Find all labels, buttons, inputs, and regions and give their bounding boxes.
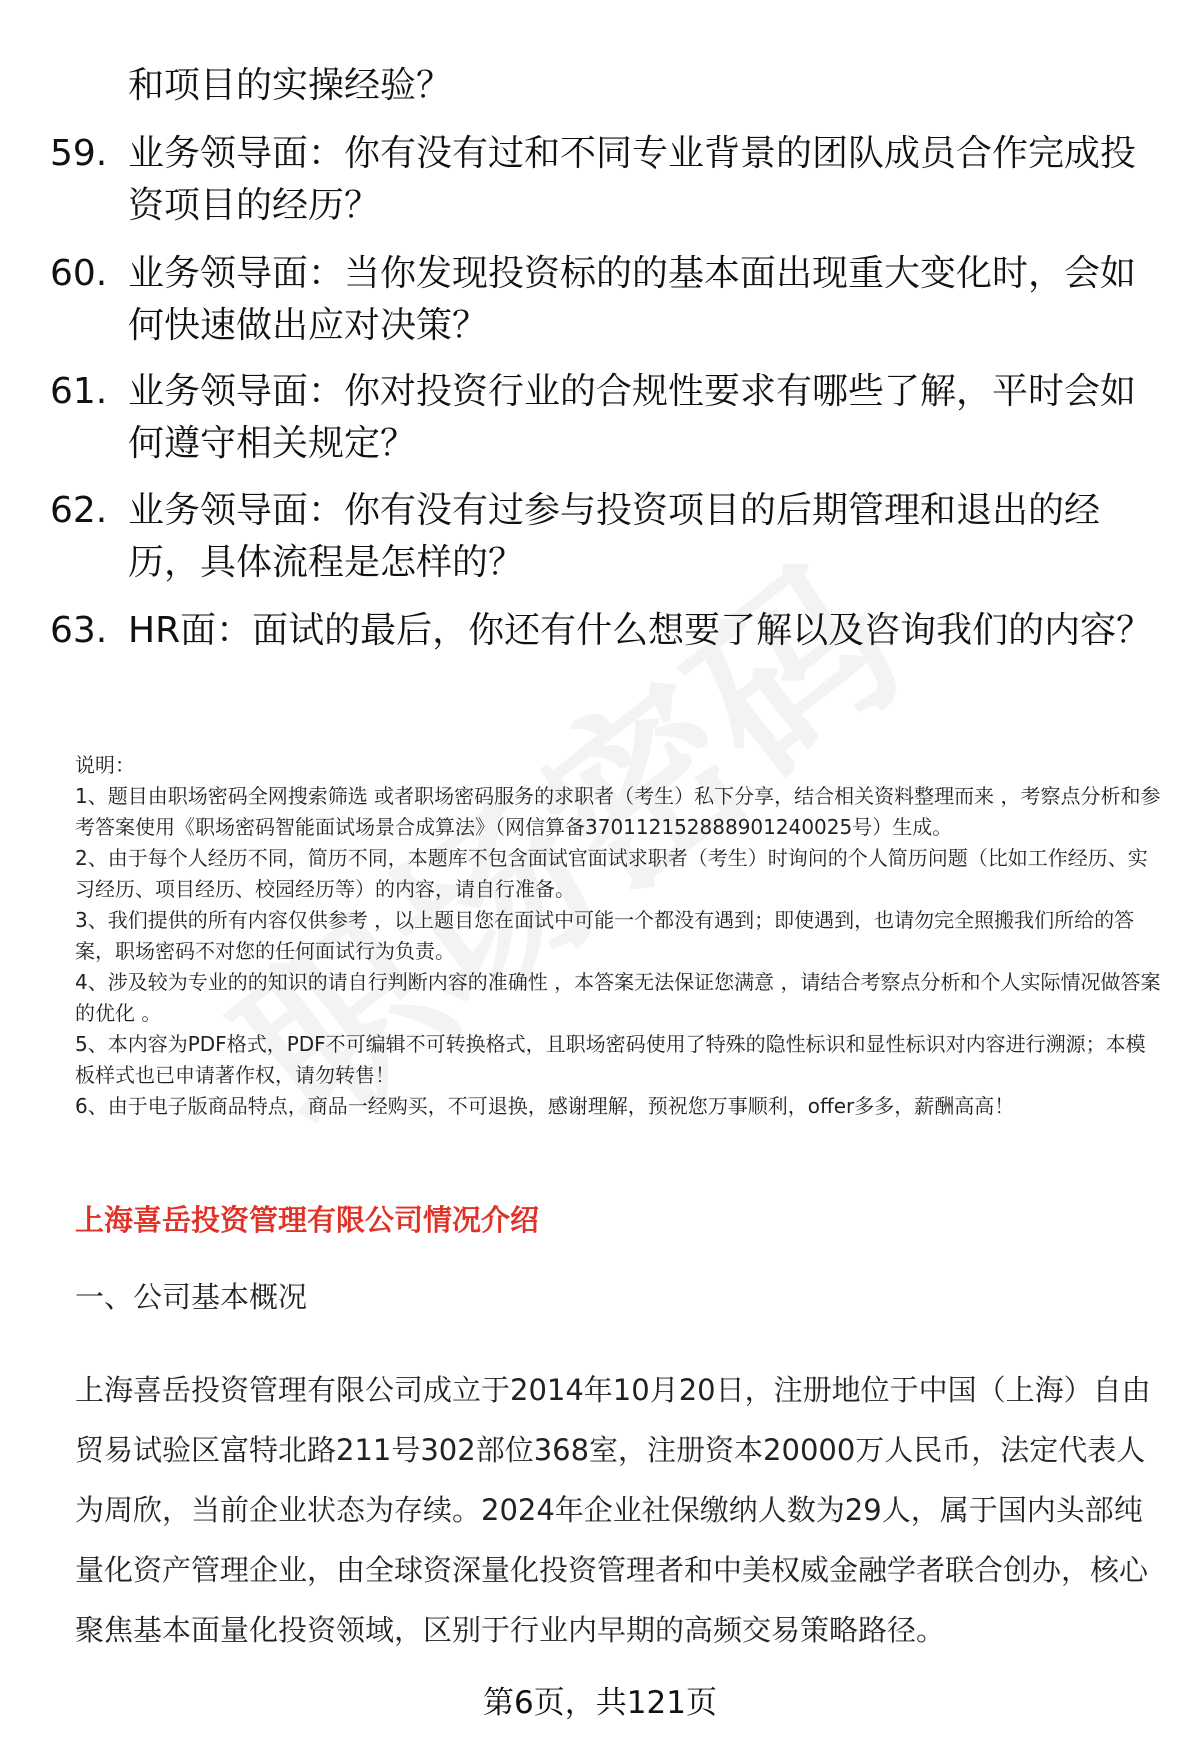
question-text: HR面：面试的最后，你还有什么想要了解以及咨询我们的内容？ [128, 610, 1153, 651]
section-heading: 一、公司基本概况 [75, 1280, 308, 1314]
note-item: 4、涉及较为专业的的知识的请自行判断内容的准确性 ，本答案无法保证您满意 ，请结合考察点分析和个人实际情况做答案的优化 。 [75, 970, 1161, 1025]
note-item: 1、题目由职场密码全网搜索筛选 或者职场密码服务的求职者（考生）私下分享，结合相关资料整理而来 ，考察点分析和参考答案使用《职场密码智能面试场景合成算法》（网信算备370112152888901240025号）生成。 [75, 784, 1161, 839]
note-item: 6、由于电子版商品特点，商品一经购买，不可退换，感谢理解，预祝您万事顺利，offer多多，薪酬高高！ [75, 1094, 1015, 1118]
question-continuation [50, 60, 1160, 112]
question-text: 业务领导面：你有没有过和不同专业背景的团队成员合作完成投资项目的经历？ [128, 133, 1137, 226]
question-number: 63. [50, 610, 108, 651]
question-item [50, 248, 1160, 352]
question-item [50, 366, 1160, 470]
note-item: 2、由于每个人经历不同，简历不同，本题库不包含面试官面试求职者（考生）时询问的个人简历问题（比如工作经历、实习经历、项目经历、校园经历等）的内容，请自行准备。 [75, 846, 1148, 901]
note-item: 5、本内容为PDF格式，PDF不可编辑不可转换格式，且职场密码使用了特殊的隐性标识和显性标识对内容进行溯源；本模板样式也已申请著作权，请勿转售！ [75, 1032, 1146, 1087]
company-paragraph: 上海喜岳投资管理有限公司成立于2014年10月20日，注册地位于中国（上海）自由贸易试验区富特北路211号302部位368室，注册资本20000万人民币，法定代表人为周欣，当前企业状态为存续。2024年企业社保缴纳人数为29人，属于国内头部纯量化资产管理企业，由全球资深量化投资管理者和中美权威金融学者联合创办，核心聚焦基本面量化投资领域，区别于行业内早期的高频交易策略路径。 [75, 1373, 1151, 1647]
question-text: 业务领导面：你有没有过参与投资项目的后期管理和退出的经历，具体流程是怎样的？ [128, 490, 1101, 583]
notes-section [75, 750, 1165, 1122]
question-item [50, 485, 1160, 589]
question-number: 59. [50, 133, 108, 174]
page-number: 第6页，共121页 [483, 1685, 717, 1721]
company-title: 上海喜岳投资管理有限公司情况介绍 [75, 1203, 540, 1237]
note-item: 3、我们提供的所有内容仅供参考 ，以上题目您在面试中可能一个都没有遇到；即使遇到，也请勿完全照搬我们所给的答案，职场密码不对您的任何面试行为负责。 [75, 908, 1135, 963]
question-text: 业务领导面：当你发现投资标的的基本面出现重大变化时，会如何快速做出应对决策？ [128, 253, 1137, 346]
question-text: 业务领导面：你对投资行业的合规性要求有哪些了解，平时会如何遵守相关规定？ [128, 371, 1137, 464]
question-item [50, 128, 1160, 232]
notes-title: 说明： [75, 753, 135, 777]
question-number: 62. [50, 490, 108, 531]
question-item [50, 605, 1160, 657]
question-number: 60. [50, 253, 108, 294]
question-text: 和项目的实操经验？ [128, 65, 453, 106]
question-number: 61. [50, 371, 108, 412]
